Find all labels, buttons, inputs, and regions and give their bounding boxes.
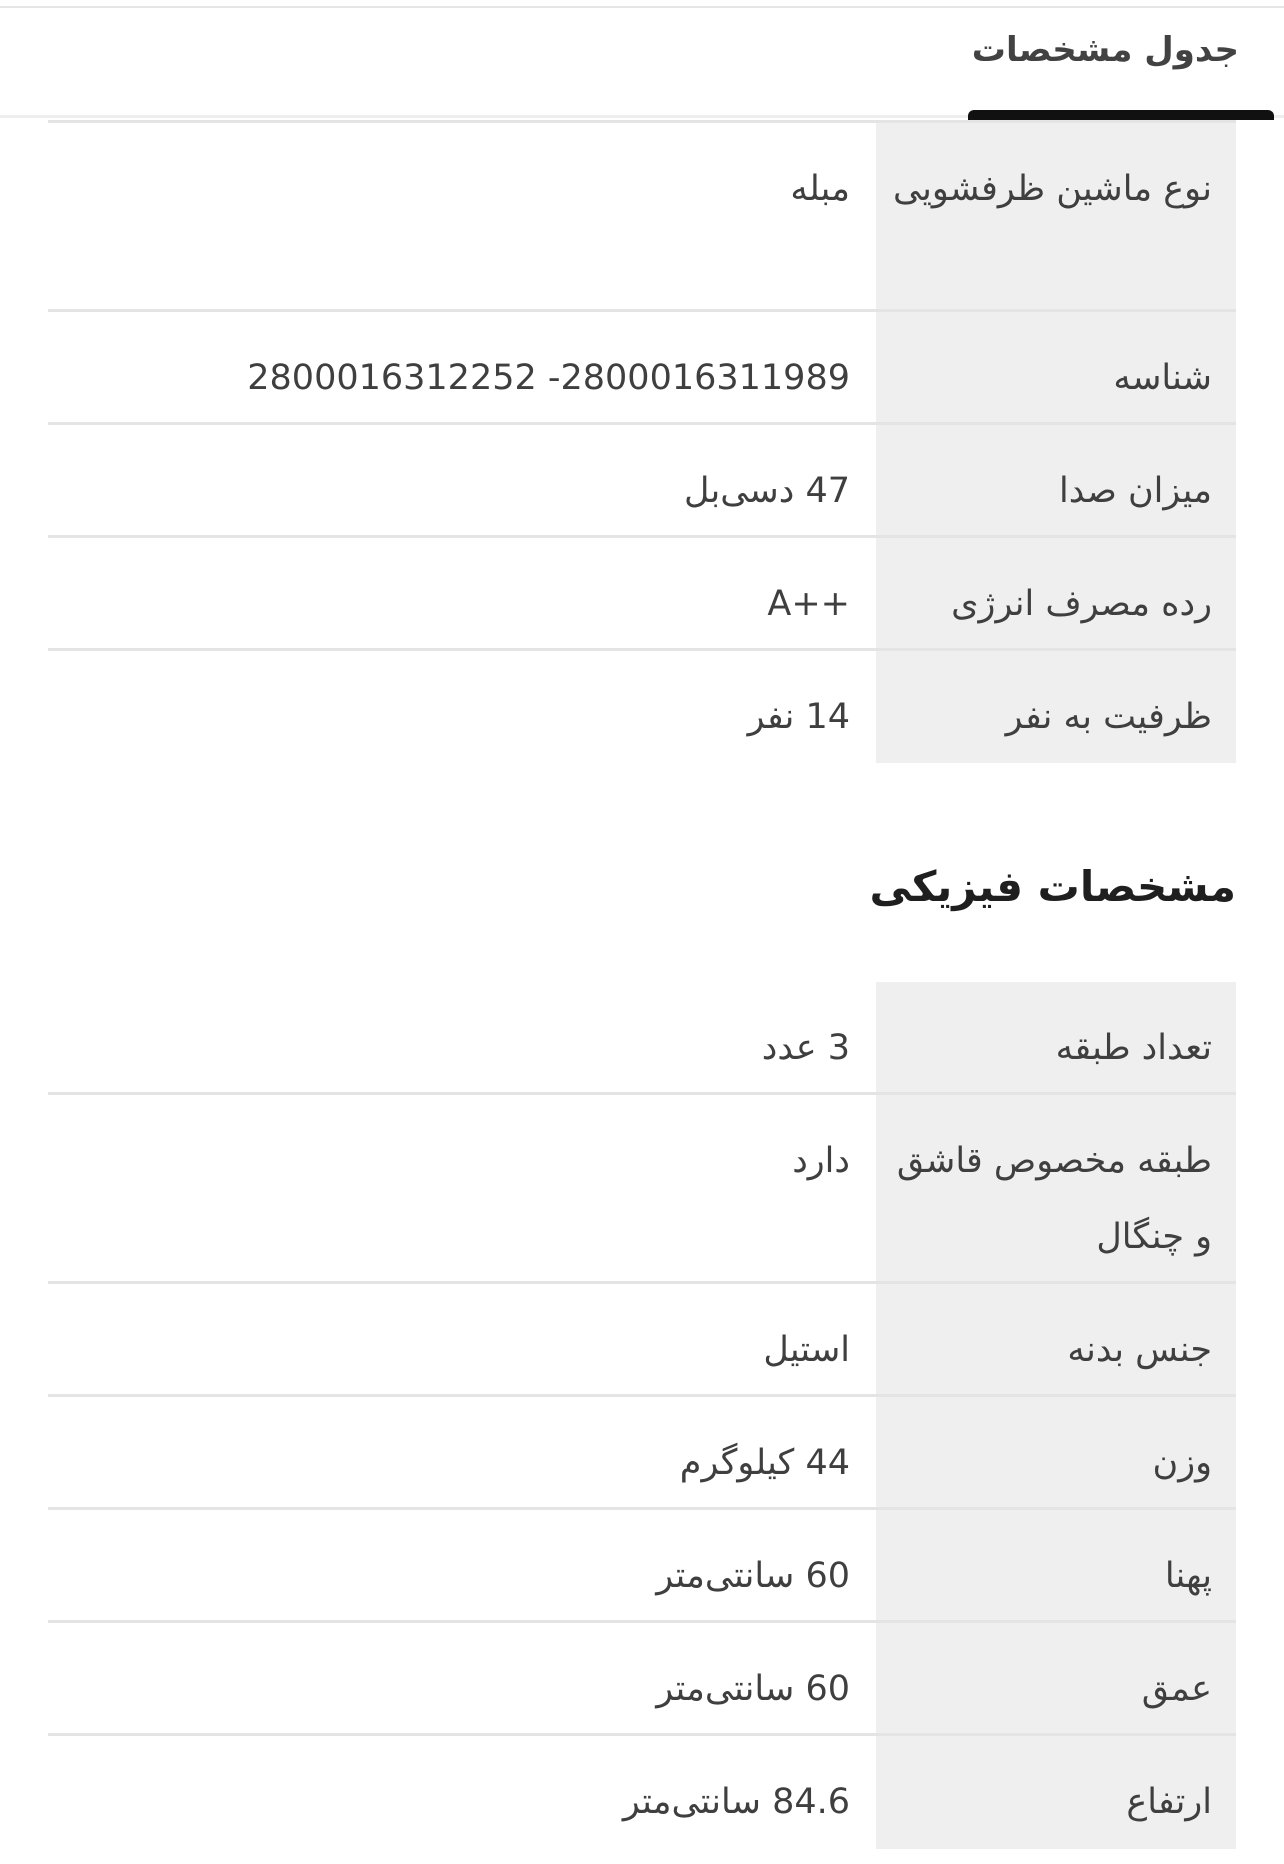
active-tab-indicator: [968, 110, 1274, 120]
spec-row: [48, 425, 1236, 538]
spec-value: 44 کیلوگرم: [679, 1443, 850, 1483]
spec-value-text: 2800016312252 -2800016311989: [247, 358, 850, 398]
spec-key: ظرفیت به نفر: [876, 651, 1236, 763]
spec-key: ارتفاع: [876, 1736, 1236, 1849]
general-specs-table: [48, 123, 1236, 763]
spec-value: 3 عدد: [761, 1028, 850, 1068]
spec-value: دارد: [792, 1141, 850, 1181]
spec-row: [48, 651, 1236, 763]
spec-key: جنس بدنه: [876, 1284, 1236, 1394]
spec-key: شناسه: [876, 312, 1236, 422]
tab-specifications-label: جدول مشخصات: [971, 30, 1239, 70]
spec-value: 60 سانتی‌متر: [656, 1669, 850, 1709]
spec-value: مبله: [790, 169, 850, 209]
spec-value: 47 دسی‌بل: [683, 471, 850, 511]
spec-key: رده مصرف انرژی: [876, 538, 1236, 648]
general-specs-section: [48, 120, 1236, 763]
spec-row: [48, 1623, 1236, 1736]
spec-row: [48, 312, 1236, 425]
spec-row: [48, 1510, 1236, 1623]
spec-value: [48, 538, 876, 648]
spec-row: [48, 1736, 1236, 1849]
spec-value-text: A++: [767, 584, 850, 624]
spec-key: وزن: [876, 1397, 1236, 1507]
tab-specifications[interactable]: [968, 8, 1274, 118]
spec-value: 14 نفر: [747, 697, 850, 737]
physical-specs-table: [48, 982, 1236, 1849]
spec-row: [48, 1397, 1236, 1510]
spec-row: [48, 1095, 1236, 1284]
spec-key: نوع ماشین ظرفشویی: [876, 123, 1236, 309]
spec-row: [48, 123, 1236, 312]
spec-key: میزان صدا: [876, 425, 1236, 535]
spec-value: استیل: [763, 1330, 850, 1370]
spec-value: [48, 312, 876, 422]
tab-bar: [0, 8, 1284, 118]
spec-key: پهنا: [876, 1510, 1236, 1620]
spec-key: تعداد طبقه: [876, 982, 1236, 1092]
spec-key: طبقه مخصوص قاشق و چنگال: [876, 1095, 1236, 1281]
physical-specs-section: [48, 982, 1236, 1849]
spec-value: 84.6 سانتی‌متر: [622, 1782, 850, 1822]
spec-value: 60 سانتی‌متر: [656, 1556, 850, 1596]
spec-row: [48, 538, 1236, 651]
physical-specs-title: مشخصات فیزیکی: [869, 862, 1236, 911]
spec-key: عمق: [876, 1623, 1236, 1733]
spec-row: [48, 1284, 1236, 1397]
spec-row: [48, 982, 1236, 1095]
